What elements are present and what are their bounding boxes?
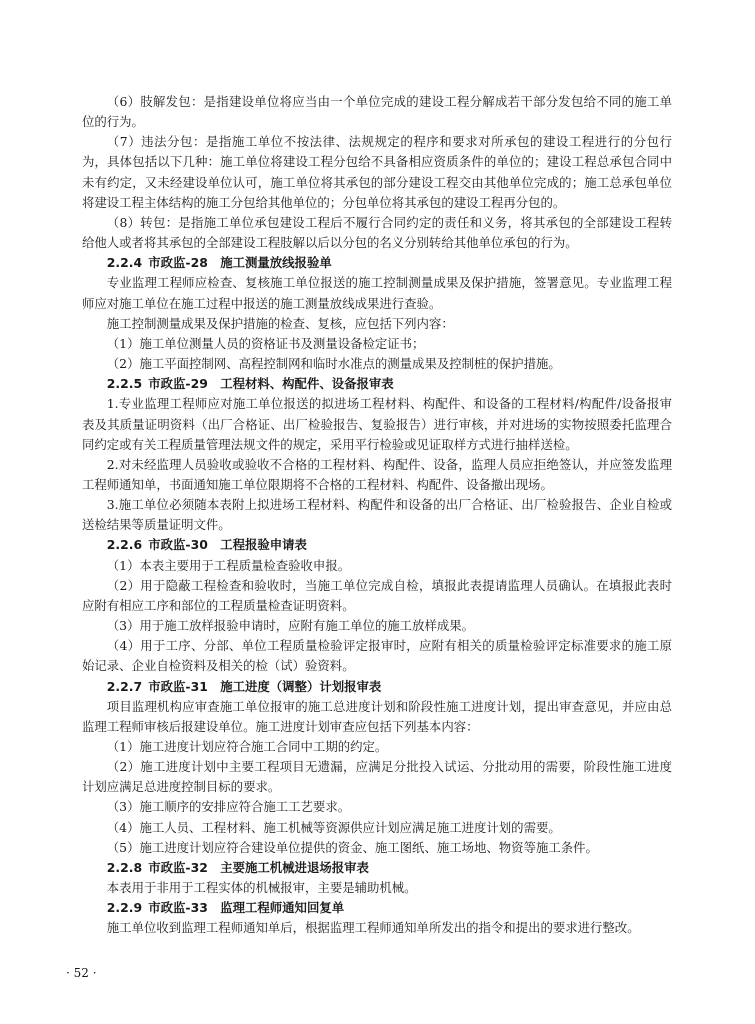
section-heading: [82, 535, 672, 555]
section-number: 2.2.4: [106, 255, 143, 271]
section-number: 2.2.9: [106, 900, 143, 916]
list-item: （2）施工平面控制网、高程控制网和临时水准点的测量成果及控制桩的保护措施。: [106, 356, 561, 372]
section-title: 监理工程师通知回复单: [220, 900, 345, 916]
form-code: 市政监-29: [148, 376, 208, 392]
list-item: （1）本表主要用于工程质量检查验收申报。: [106, 557, 351, 573]
paragraph: 施工控制测量成果及保护措施的检查、复核，应包括下列内容：: [106, 315, 454, 331]
paragraph: （7）违法分包：是指施工单位不按法律、法规规定的程序和要求对所承包的建设工程进行的分包行为，具体包括以下几种：施工单位将建设工程分包给不具备相应资质条件的单位的；建设工程总承包合同中未有约定，又未经建设单位认可，施工单位将其承包的部分建设工程交由其他单位完成的；施工总承包单位将建设工程主体结构的施工分包给其他单位的；分包单位将其承包的建设工程再分包的。: [82, 134, 672, 210]
list-item: （2）施工进度计划中主要工程项目无遗漏，应满足分批投入试运、分批动用的需要，阶段性施工进度计划应满足总进度控制目标的要求。: [82, 759, 672, 795]
section-title: 工程材料、构配件、设备报审表: [220, 376, 394, 392]
list-item: （5）施工进度计划应符合建设单位提供的资金、施工图纸、施工场地、物资等施工条件。: [106, 839, 598, 855]
section-title: 施工进度（调整）计划报审表: [220, 678, 382, 694]
section-heading: [82, 898, 672, 918]
list-item: 3.施工单位必须随本表附上拟进场工程材料、构配件和设备的出厂合格证、出厂检验报告、企业自检或送检结果等质量证明文件。: [82, 497, 672, 533]
paragraph: （6）肢解发包：是指建设单位将应当由一个单位完成的建设工程分解成若干部分发包给不同的施工单位的行为。: [82, 94, 672, 130]
list-item: 2.对未经监理人员验收或验收不合格的工程材料、构配件、设备，监理人员应拒绝签认，并应签发监理工程师通知单，书面通知施工单位限期将不合格的工程材料、构配件、设备撤出现场。: [82, 456, 672, 492]
paragraph: 项目监理机构应审查施工单位报审的施工总进度计划和阶段性施工进度计划，提出审查意见，并应由总监理工程师审核后报建设单位。施工进度计划审查应包括下列基本内容：: [82, 698, 672, 734]
list-item: （4）施工人员、工程材料、施工机械等资源供应计划应满足施工进度计划的需要。: [106, 819, 561, 835]
document-body: [82, 92, 672, 939]
list-item: （3）施工顺序的安排应符合施工工艺要求。: [106, 799, 351, 815]
paragraph: 专业监理工程师应检查、复核施工单位报送的施工控制测量成果及保护措施，签署意见。专业监理工程师应对施工单位在施工过程中报送的施工测量放线成果进行查验。: [82, 275, 672, 311]
section-number: 2.2.8: [106, 859, 143, 875]
page-number: · 52 ·: [66, 966, 97, 980]
form-code: 市政监-33: [148, 900, 208, 916]
section-title: 工程报验申请表: [220, 537, 307, 553]
list-item: （1）施工进度计划应符合施工合同中工期的约定。: [106, 739, 388, 754]
section-number: 2.2.5: [106, 376, 143, 392]
form-code: 市政监-32: [148, 859, 208, 875]
list-item: （3）用于施工放样报验申请时，应附有施工单位的施工放样成果。: [106, 618, 475, 634]
section-title: 主要施工机械进退场报审表: [220, 859, 369, 875]
section-heading: [82, 374, 672, 394]
paragraph: 施工单位收到监理工程师通知单后，根据监理工程师通知单所发出的指令和提出的要求进行整改。: [106, 920, 640, 936]
section-number: 2.2.7: [106, 678, 143, 694]
list-item: （2）用于隐蔽工程检查和验收时，当施工单位完成自检，填报此表提请监理人员确认。在填报此表时应附有相应工序和部位的工程质量检查证明资料。: [82, 577, 672, 613]
section-heading: [82, 253, 672, 273]
list-item: （4）用于工序、分部、单位工程质量检验评定报审时，应附有相关的质量检验评定标准要求的施工原始记录、企业自检资料及相关的检（试）验资料。: [82, 638, 672, 674]
section-heading: [82, 677, 672, 697]
form-code: 市政监-30: [148, 537, 208, 553]
paragraph: （8）转包：是指施工单位承包建设工程后不履行合同约定的责任和义务，将其承包的全部建设工程转给他人或者将其承包的全部建设工程肢解以后以分包的名义分别转给其他单位承包的行为。: [82, 214, 672, 251]
form-code: 市政监-28: [148, 255, 208, 271]
section-title: 施工测量放线报验单: [220, 255, 332, 271]
list-item: 1.专业监理工程师应对施工单位报送的拟进场工程材料、构配件、和设备的工程材料/构配件/设备报审表及其质量证明资料（出厂合格证、出厂检验报告、复验报告）进行审核，并对进场的实物按照委托监理合同约定或有关工程质量管理法规文件的规定，采用平行检验或见证取样方式进行抽样送检。: [82, 396, 672, 452]
paragraph: 本表用于非用于工程实体的机械报审，主要是辅助机械。: [106, 880, 417, 896]
section-heading: [82, 858, 672, 878]
list-item: （1）施工单位测量人员的资格证书及测量设备检定证书；: [106, 335, 425, 351]
section-number: 2.2.6: [106, 537, 143, 553]
form-code: 市政监-31: [148, 678, 208, 694]
